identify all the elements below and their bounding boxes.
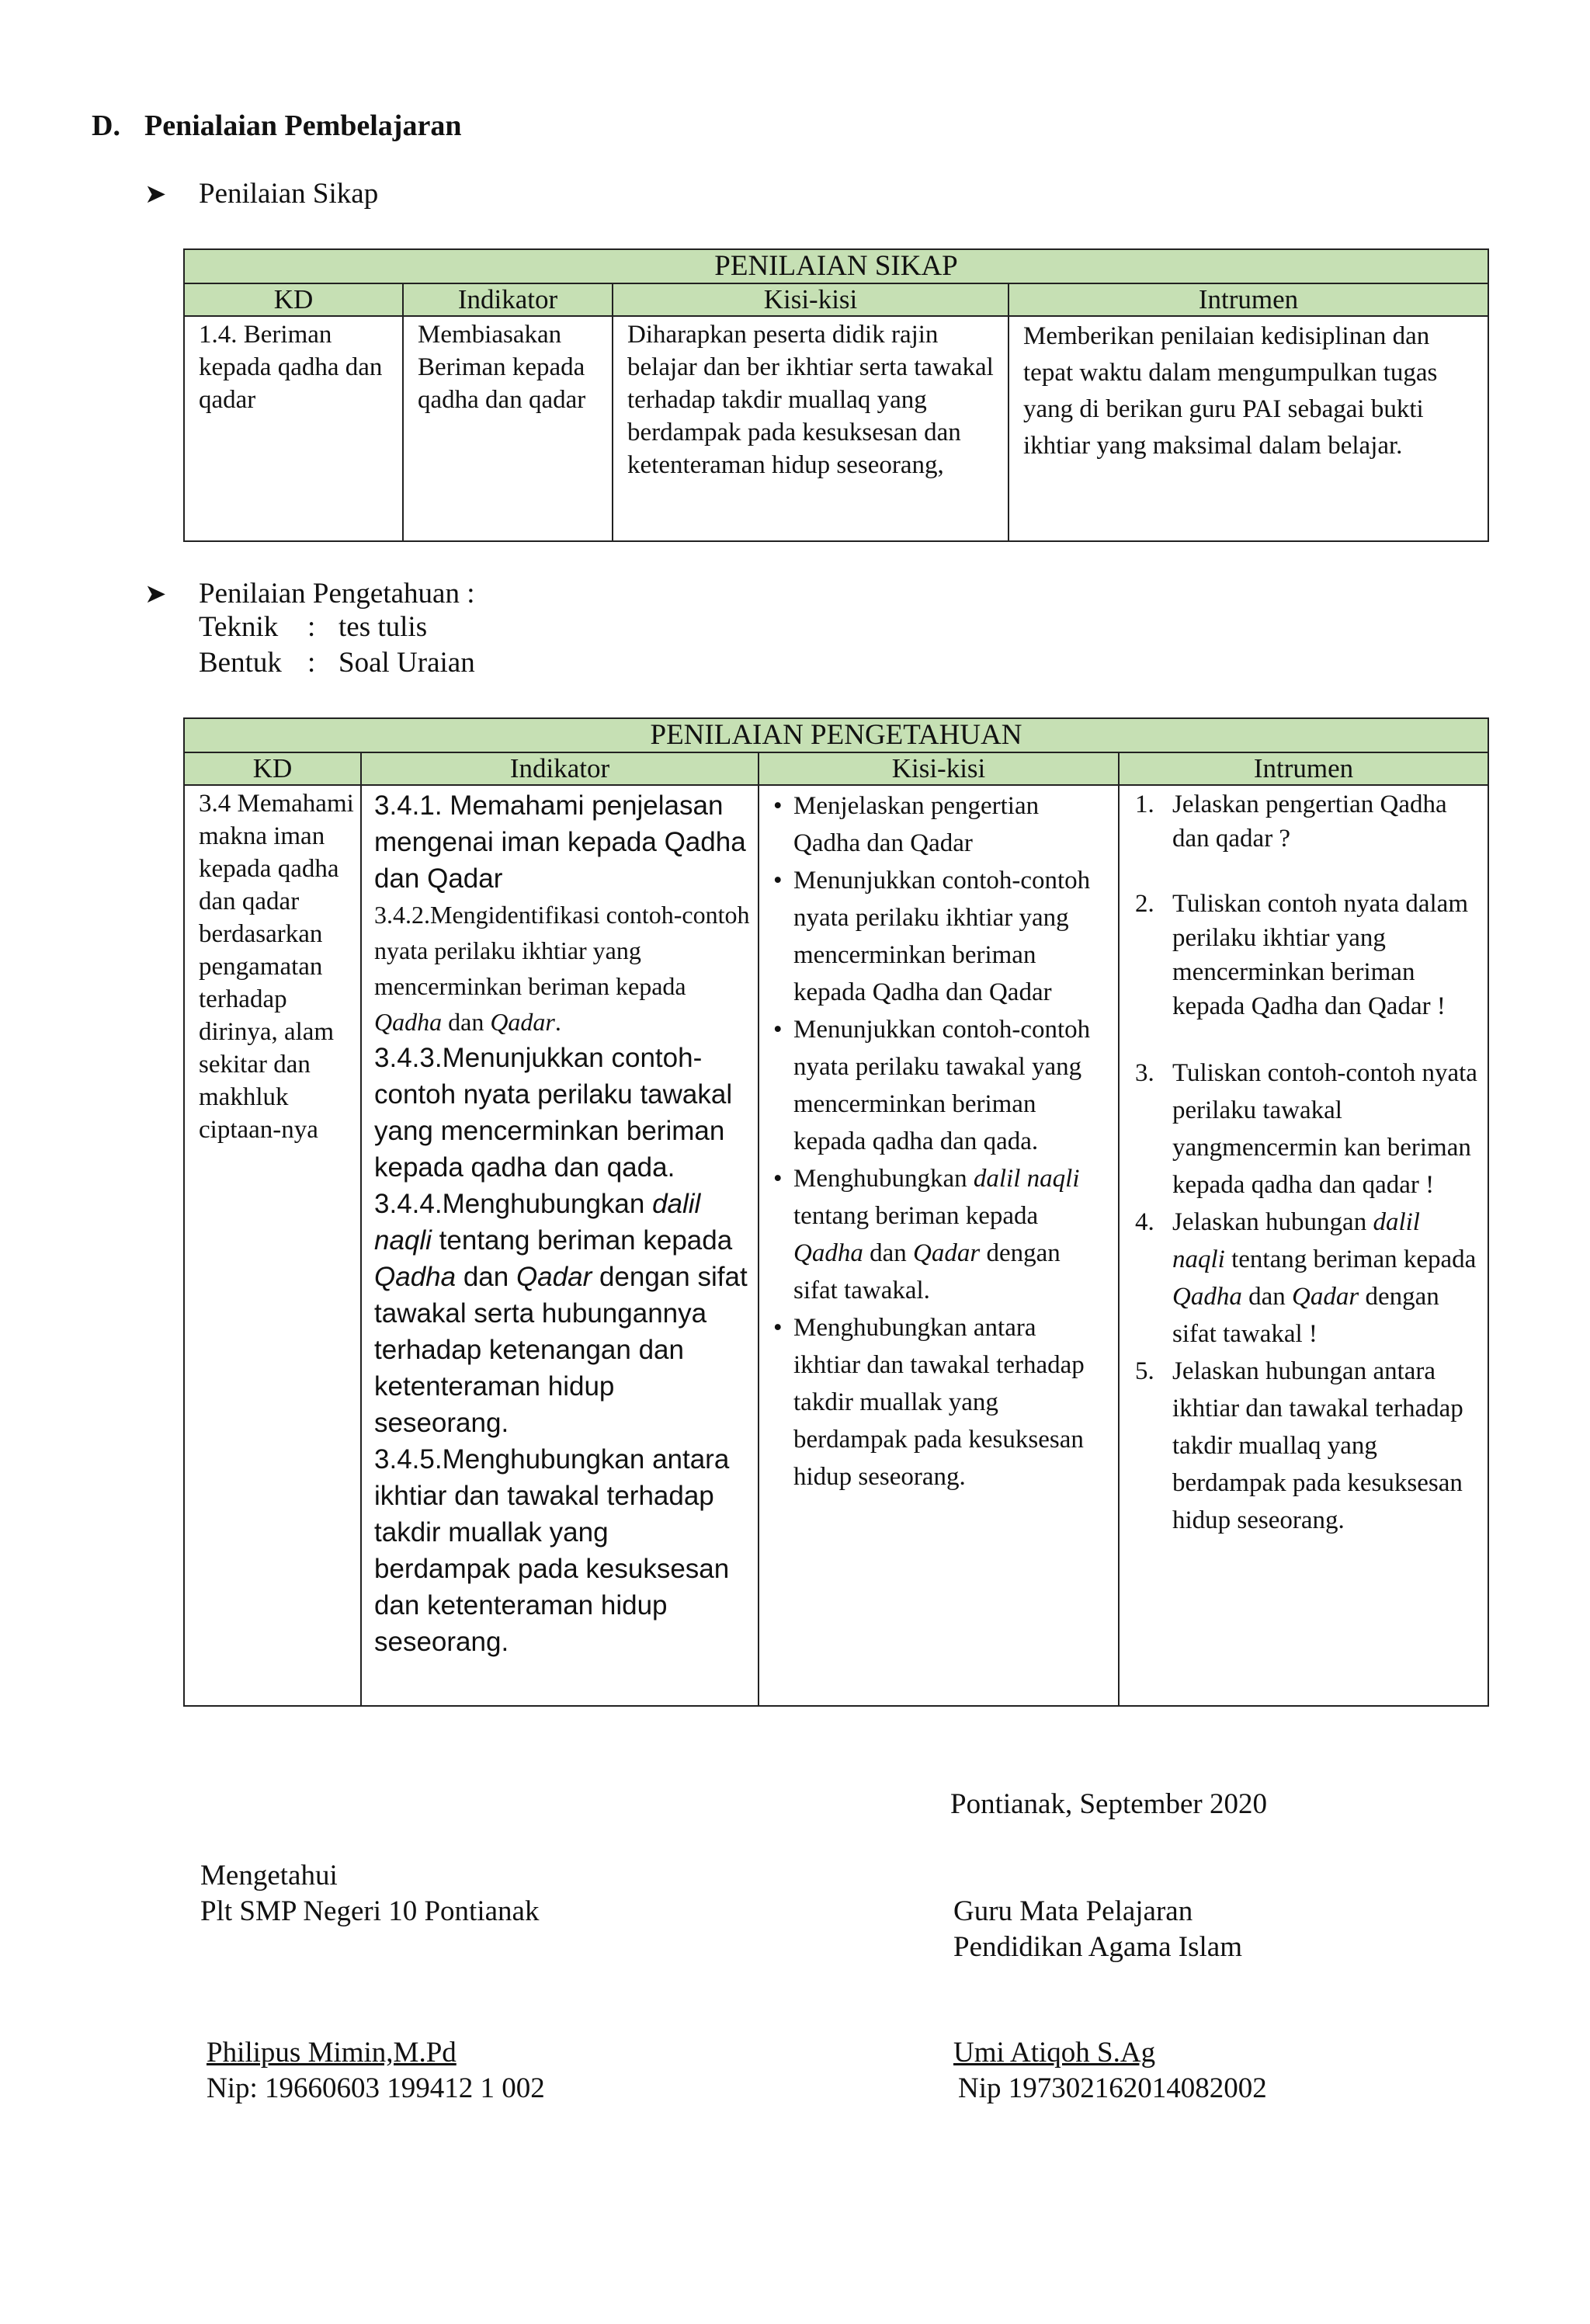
- sikap-kd-cell: 1.4. Beriman kepada qadha dan qadar: [199, 321, 383, 414]
- kisi-item-1: • Menjelaskan pengertian Qadha dan Qadar: [773, 787, 1109, 862]
- left-label: Mengetahui: [200, 1860, 338, 1892]
- sikap-header-instrumen: Intrumen: [1009, 283, 1488, 316]
- instrumen-item-1: 1. Jelaskan pengertian Qadha dan qadar ?: [1135, 790, 1447, 853]
- sikap-table-title: PENILAIAN SIKAP: [184, 249, 1488, 283]
- section-title: Penialaian Pembelajaran: [144, 109, 462, 142]
- teknik-value: tes tulis: [338, 611, 428, 643]
- pengetahuan-header-instrumen: Intrumen: [1119, 752, 1488, 785]
- left-role: Plt SMP Negeri 10 Pontianak: [200, 1895, 540, 1927]
- penilaian-pengetahuan-table: [183, 717, 1489, 1707]
- arrow-bullet-icon: ➤: [144, 180, 167, 209]
- kisi-item-3: • Menunjukkan contoh-contoh nyata perilaku tawakal yang mencerminkan beriman kepada qadha dan qada.: [773, 1011, 1109, 1160]
- pengetahuan-instrumen-cell: [1120, 786, 1488, 1544]
- kisi-item-5: • Menghubungkan antara ikhtiar dan tawakal terhadap takdir muallak yang berdampak pada kesuksesan hidup seseorang.: [773, 1309, 1109, 1495]
- bullet-sikap-label: Penilaian Sikap: [199, 178, 379, 210]
- bentuk-key: Bentuk: [199, 647, 282, 679]
- instrumen-item-4: 4. Jelaskan hubungan dalil naqli tentang beriman kepada Qadha dan Qadar dengan sifat tawakal !: [1135, 1208, 1477, 1348]
- instrumen-item-5: 5. Jelaskan hubungan antara ikhtiar dan tawakal terhadap takdir muallaq yang berdampak pada kesuksesan hidup seseorang.: [1135, 1357, 1463, 1534]
- instrumen-item-3: 3. Tuliskan contoh-contoh nyata perilaku tawakal yangmencermin kan beriman kepada qadha dan qadar !: [1135, 1059, 1477, 1199]
- pengetahuan-table-title: PENILAIAN PENGETAHUAN: [184, 718, 1488, 752]
- teknik-colon: :: [307, 611, 316, 643]
- pengetahuan-header-indikator: Indikator: [361, 752, 759, 785]
- left-signer-name: Philipus Mimin,M.Pd: [207, 2037, 457, 2069]
- bentuk-colon: :: [307, 647, 316, 679]
- right-role-2: Pendidikan Agama Islam: [953, 1931, 1242, 1963]
- sikap-header-kisi: Kisi-kisi: [613, 283, 1009, 316]
- pengetahuan-indikator-cell: [362, 786, 758, 1663]
- sikap-indikator-cell: Membiasakan Beriman kepada qadha dan qadar: [418, 321, 586, 414]
- indikator-item-2: 3.4.2.Mengidentifikasi contoh-contoh nyata perilaku ikhtiar yang mencerminkan beriman kepada Qadha dan Qadar.: [374, 901, 750, 1036]
- indikator-item-1: 3.4.1. Memahami penjelasan mengenai iman kepada Qadha dan Qadar: [374, 790, 746, 894]
- place-date: Pontianak, September 2020: [950, 1788, 1267, 1820]
- arrow-bullet-icon: ➤: [144, 580, 167, 609]
- pengetahuan-header-kd: KD: [184, 752, 361, 785]
- kisi-item-4: • Menghubungkan dalil naqli tentang beriman kepada Qadha dan Qadar dengan sifat tawakal.: [773, 1160, 1109, 1309]
- left-signer-nip: Nip: 19660603 199412 1 002: [207, 2072, 545, 2104]
- indikator-item-5: 3.4.5.Menghubungkan antara ikhtiar dan tawakal terhadap takdir muallak yang berdampak pada kesuksesan dan ketenteraman hidup seseorang.: [374, 1444, 730, 1657]
- penilaian-sikap-table: [183, 248, 1489, 542]
- sikap-header-indikator: Indikator: [403, 283, 613, 316]
- right-signer-name: Umi Atiqoh S.Ag: [953, 2037, 1156, 2069]
- sikap-instrumen-cell: Memberikan penilaian kedisiplinan dan tepat waktu dalam mengumpulkan tugas yang di berikan guru PAI sebagai bukti ikhtiar yang maksimal dalam belajar.: [1023, 322, 1438, 460]
- indikator-item-3: 3.4.3.Menunjukkan contoh-contoh nyata perilaku tawakal yang mencerminkan beriman kepada qadha dan qada.: [374, 1043, 733, 1183]
- right-signer-nip: Nip 197302162014082002: [958, 2072, 1267, 2104]
- teknik-line: [199, 610, 427, 644]
- instrumen-item-2: 2. Tuliskan contoh nyata dalam perilaku ikhtiar yang mencerminkan beriman kepada Qadha dan Qadar !: [1135, 890, 1468, 1020]
- bullet-pengetahuan-label: Penilaian Pengetahuan :: [199, 578, 475, 610]
- pengetahuan-kisi-cell: [759, 786, 1118, 1500]
- teknik-key: Teknik: [199, 611, 279, 643]
- bentuk-value: Soal Uraian: [338, 647, 475, 679]
- indikator-item-4: 3.4.4.Menghubungkan dalil naqli tentang beriman kepada Qadha dan Qadar dengan sifat tawakal serta hubungannya terhadap ketenangan dan ketenteraman hidup seseorang.: [374, 1189, 748, 1438]
- section-heading: [92, 109, 461, 143]
- right-role-1: Guru Mata Pelajaran: [953, 1895, 1193, 1927]
- section-letter: D.: [92, 109, 120, 142]
- sikap-kisi-cell: Diharapkan peserta didik rajin belajar dan ber ikhtiar serta tawakal terhadap takdir muallaq yang berdampak pada kesuksesan dan ketenteraman hidup seseorang,: [627, 321, 994, 479]
- bentuk-line: [199, 646, 475, 679]
- pengetahuan-header-kisi: Kisi-kisi: [759, 752, 1119, 785]
- sikap-header-kd: KD: [184, 283, 403, 316]
- kisi-item-2: • Menunjukkan contoh-contoh nyata perilaku ikhtiar yang mencerminkan beriman kepada Qadha dan Qadar: [773, 862, 1109, 1011]
- pengetahuan-kd-cell: 3.4 Memahami makna iman kepada qadha dan qadar berdasarkan pengamatan terhadap dirinya, alam sekitar dan makhluk ciptaan-nya: [199, 790, 354, 1144]
